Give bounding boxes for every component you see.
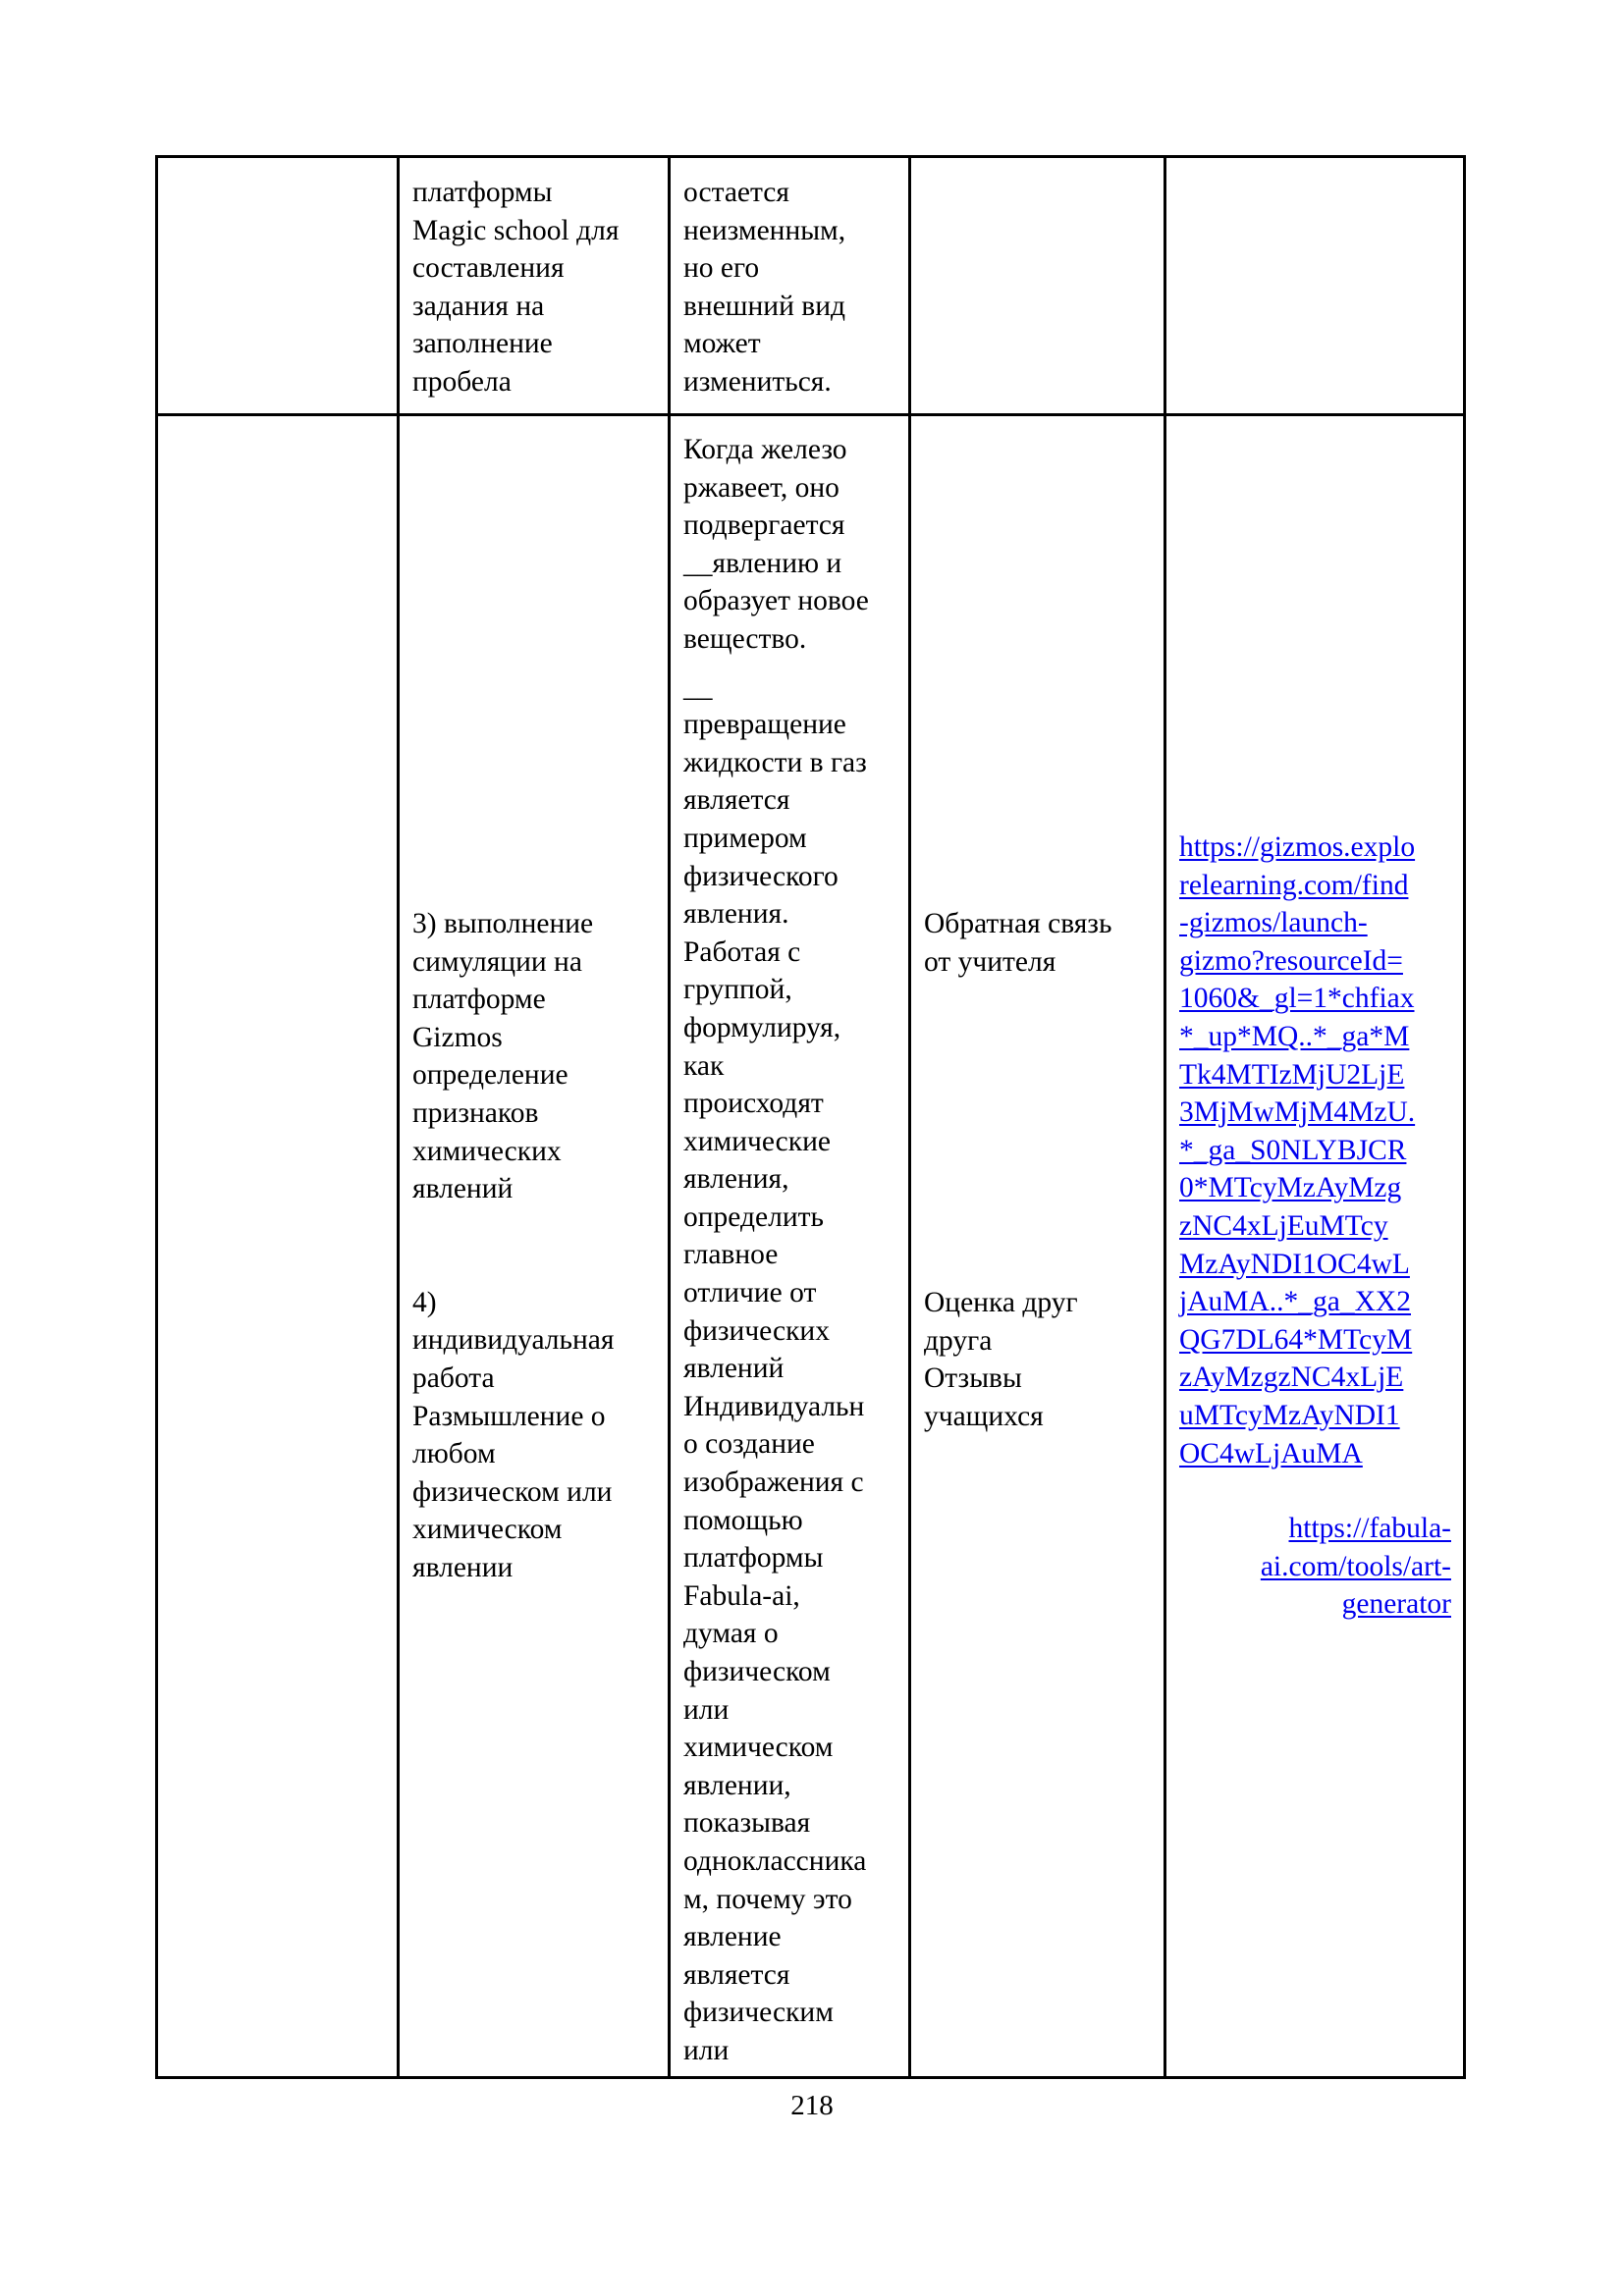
activity-step-4 xyxy=(412,1284,656,1587)
text-line: явлений xyxy=(683,1353,785,1385)
text-line[interactable]: Tk4MTIzMjU2LjE xyxy=(1179,1058,1405,1091)
text-line: Работая с xyxy=(683,935,801,968)
text-line: составления xyxy=(412,252,565,285)
text-line: физическим xyxy=(683,1997,834,2029)
text-line: платформы xyxy=(683,1542,824,1575)
text-line: признаков xyxy=(412,1096,539,1129)
table-cell-stage xyxy=(157,157,399,415)
text-line: физическом xyxy=(683,1656,831,1687)
text-line[interactable]: OC4wLjAuMA xyxy=(1179,1437,1363,1469)
text-line: подвергается xyxy=(683,509,845,542)
text-line: Gizmos xyxy=(412,1021,503,1053)
text-line: группой, xyxy=(683,974,792,1006)
text-line: является xyxy=(683,784,790,817)
text-line: определить xyxy=(683,1201,824,1233)
text-line: ржавеет, оно xyxy=(683,471,839,504)
text-line: явления. xyxy=(683,898,789,931)
table-cell-assessment xyxy=(910,415,1165,2078)
peer-assessment xyxy=(924,1284,1152,1435)
text-line[interactable]: generator xyxy=(1341,1588,1451,1621)
text-line: но его xyxy=(683,252,760,285)
text-line: химические xyxy=(683,1125,831,1157)
text-line: 4) xyxy=(412,1286,437,1318)
text-line: Оценка друг xyxy=(924,1287,1078,1319)
text-line: химических xyxy=(412,1135,562,1167)
text-line: явлений xyxy=(412,1173,514,1205)
text-line: Обратная связь xyxy=(924,908,1112,939)
table-cell-resources xyxy=(1165,157,1465,415)
text-line: работа xyxy=(412,1362,495,1394)
text-line: платформе xyxy=(412,984,546,1016)
text-line[interactable]: QG7DL64*MTcyM xyxy=(1179,1323,1413,1356)
text-line: учащихся xyxy=(924,1400,1044,1432)
text-line[interactable]: ai.com/tools/art- xyxy=(1260,1550,1451,1582)
text-line: платформы xyxy=(412,177,553,208)
text-line: Magic school для xyxy=(412,214,620,246)
table-cell-assessment xyxy=(910,157,1165,415)
text-line: пробела xyxy=(412,365,512,398)
page-number: 218 xyxy=(790,2090,834,2121)
text-line: жидкости в газ xyxy=(683,746,867,778)
text-line: любом xyxy=(412,1438,496,1470)
text-line: друга xyxy=(924,1324,993,1357)
table-row xyxy=(157,415,1465,2078)
text-line: физическом или xyxy=(412,1475,613,1508)
text-line: или xyxy=(683,1693,730,1726)
text-line[interactable]: zAyMzgzNC4xLjE xyxy=(1179,1362,1404,1394)
text-line[interactable]: jAuMA..*_ga_XX2 xyxy=(1179,1286,1411,1318)
text-line[interactable]: 0*MTcyMzAyMzg xyxy=(1179,1172,1402,1204)
text-line: заполнение xyxy=(412,328,553,360)
text-line: изображения с xyxy=(683,1467,864,1499)
text-line: превращение xyxy=(683,709,846,741)
text-line: Отзывы xyxy=(924,1362,1022,1395)
text-line: думая о xyxy=(683,1618,779,1650)
text-line[interactable]: uMTcyMzAyNDI1 xyxy=(1179,1399,1400,1431)
activity-step-3 xyxy=(412,905,656,1208)
task-question-2 xyxy=(683,668,896,2070)
text-line: внешний вид xyxy=(683,290,845,322)
text-line: образует новое xyxy=(683,585,869,617)
text-line: неизменным, xyxy=(683,214,846,246)
text-line: индивидуальная xyxy=(412,1324,615,1357)
text-line[interactable]: 3MjMwMjM4MzU. xyxy=(1179,1096,1416,1129)
text-line: м, почему это xyxy=(683,1883,852,1915)
text-line: отличие от xyxy=(683,1277,817,1309)
text-line: явлении, xyxy=(683,1769,791,1801)
text-line: измениться. xyxy=(683,365,832,398)
table-cell-task xyxy=(670,157,910,415)
text-line: о создание xyxy=(683,1428,815,1461)
table-cell-activity xyxy=(399,157,670,415)
task-question-1 xyxy=(683,431,896,659)
text-line: как xyxy=(683,1049,725,1082)
text-line[interactable]: gizmo?resourceId= xyxy=(1179,944,1403,977)
text-line: является xyxy=(683,1958,790,1991)
text-line: показывая xyxy=(683,1807,811,1840)
text-line: главное xyxy=(683,1239,779,1271)
text-line: одноклассника xyxy=(683,1844,867,1877)
table-cell-stage xyxy=(157,415,399,2078)
table-cell-task xyxy=(670,415,910,2078)
text-line: физических xyxy=(683,1314,830,1347)
table-cell-activity xyxy=(399,415,670,2078)
text-line: химическом xyxy=(412,1514,563,1546)
text-line: примером xyxy=(683,822,807,854)
text-line[interactable]: relearning.com/find xyxy=(1179,869,1409,901)
text-line: химическом xyxy=(683,1732,834,1764)
text-line: явление xyxy=(683,1921,782,1953)
text-line: Размышление о xyxy=(412,1400,606,1432)
text-line: помощью xyxy=(683,1504,803,1536)
table-cell-resources xyxy=(1165,415,1465,2078)
text-line: или xyxy=(683,2034,730,2066)
text-line: происходят xyxy=(683,1088,824,1120)
text-line: 3) выполнение xyxy=(412,908,594,939)
text-line[interactable]: 1060&_gl=1*chfiax xyxy=(1179,983,1415,1015)
text-line: __ xyxy=(683,670,713,703)
text-line: явления, xyxy=(683,1163,789,1196)
text-line: определение xyxy=(412,1059,568,1092)
text-line[interactable]: https://fabula- xyxy=(1288,1513,1451,1545)
text-line: может xyxy=(683,328,761,360)
text-line: Индивидуальн xyxy=(683,1390,865,1422)
text-line[interactable]: MzAyNDI1OC4wL xyxy=(1179,1248,1410,1280)
table-row xyxy=(157,157,1465,415)
text-line: Fabula-ai, xyxy=(683,1579,800,1612)
gizmos-link[interactable] xyxy=(1179,828,1451,1472)
text-line[interactable]: https://gizmos.explo xyxy=(1179,831,1416,863)
text-line: симуляции на xyxy=(412,945,582,978)
text-line: Когда железо xyxy=(683,434,847,465)
text-line: __явлению и xyxy=(683,547,842,579)
text-line: остается xyxy=(683,177,789,208)
teacher-feedback xyxy=(924,905,1152,981)
lesson-plan-table xyxy=(155,155,1466,2079)
text-line[interactable]: *_ga_S0NLYBJCR xyxy=(1179,1134,1407,1166)
text-line: формулируя, xyxy=(683,1011,841,1043)
text-line: от учителя xyxy=(924,945,1056,978)
text-line: вещество. xyxy=(683,622,807,655)
text-line: явлении xyxy=(412,1551,514,1583)
text-line[interactable]: zNC4xLjEuMTcy xyxy=(1179,1209,1388,1242)
text-line: задания на xyxy=(412,290,545,322)
text-line: физического xyxy=(683,860,839,892)
fabula-ai-link[interactable] xyxy=(1179,1510,1451,1624)
text-line[interactable]: *_up*MQ..*_ga*M xyxy=(1179,1020,1410,1052)
text-line[interactable]: -gizmos/launch- xyxy=(1179,907,1368,939)
